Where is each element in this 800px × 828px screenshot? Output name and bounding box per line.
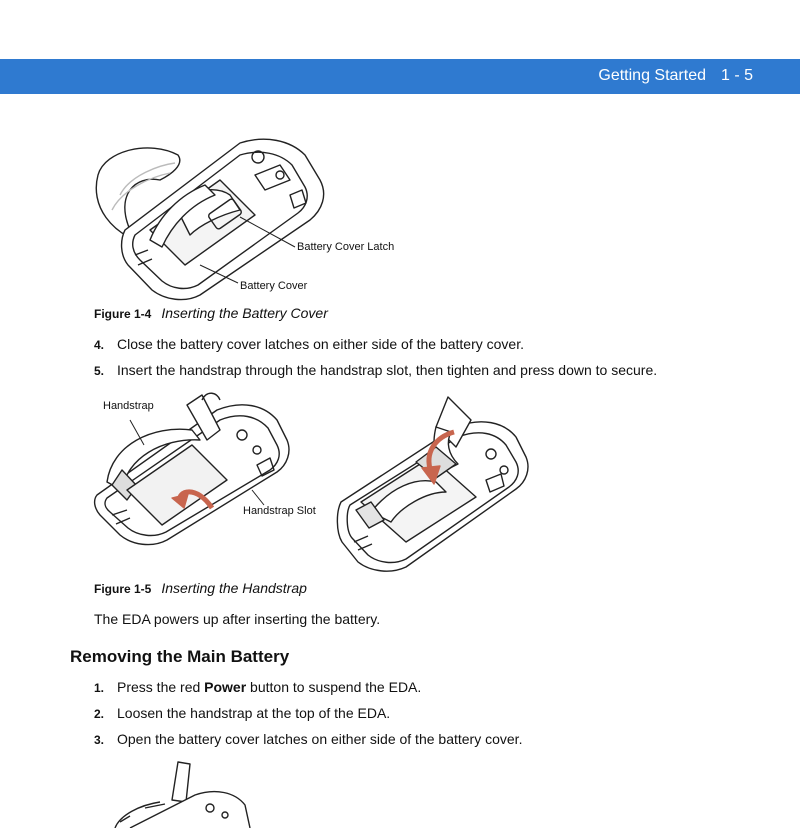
- page-number: 1 - 5: [720, 67, 753, 84]
- list-item: [94, 731, 522, 747]
- figure-label: Figure 1-5: [94, 582, 152, 596]
- figure-title: Inserting the Battery Cover: [161, 305, 328, 321]
- step-text: Open the battery cover latches on either side of the battery cover.: [117, 731, 523, 747]
- step-number: 4.: [94, 338, 105, 352]
- page-header-bar: [0, 59, 800, 94]
- list-item: [94, 679, 421, 695]
- figure-1-5-illustration-left: [92, 390, 292, 550]
- step-number: 3.: [94, 733, 105, 747]
- body-paragraph: The EDA powers up after inserting the battery.: [94, 611, 381, 627]
- step-text-post: button to suspend the EDA.: [246, 679, 422, 695]
- callout-handstrap: Handstrap: [103, 400, 154, 412]
- figure-partial-illustration: [110, 760, 250, 828]
- figure-1-4-caption: [94, 305, 328, 321]
- list-item: [94, 362, 657, 378]
- section-title: Getting Started: [598, 67, 706, 84]
- step-text-pre: Press the red: [117, 679, 205, 695]
- step-number: 1.: [94, 681, 105, 695]
- step-text-bold: Power: [204, 679, 247, 695]
- figure-label: Figure 1-4: [94, 307, 152, 321]
- step-text: Insert the handstrap through the handstrap slot, then tighten and press down to secure.: [117, 362, 658, 378]
- list-item: [94, 336, 524, 352]
- figure-title: Inserting the Handstrap: [161, 580, 307, 596]
- list-item: [94, 705, 390, 721]
- callout-battery-cover-latch: Battery Cover Latch: [297, 241, 395, 253]
- step-text: Loosen the handstrap at the top of the EDA.: [117, 705, 391, 721]
- section-heading: Removing the Main Battery: [70, 647, 290, 666]
- step-text: Close the battery cover latches on either side of the battery cover.: [117, 336, 524, 352]
- callout-battery-cover: Battery Cover: [240, 280, 308, 292]
- step-number: 5.: [94, 364, 105, 378]
- figure-1-5-caption: [94, 580, 307, 596]
- step-number: 2.: [94, 707, 105, 721]
- callout-handstrap-slot: Handstrap Slot: [243, 505, 316, 517]
- figure-1-5-illustration-right: [336, 392, 531, 574]
